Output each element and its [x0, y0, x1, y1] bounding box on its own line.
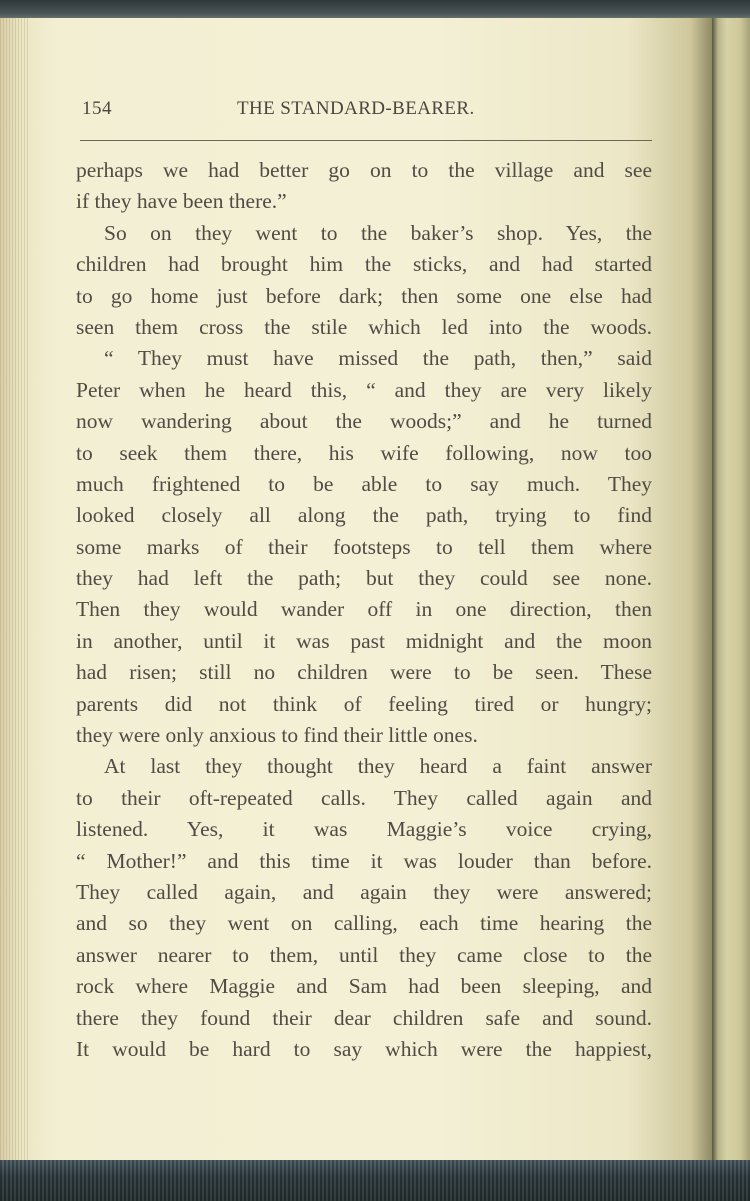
- text-line: had risen; still no children were to be seen. These: [76, 660, 652, 685]
- page-number: 154: [82, 98, 112, 119]
- text-line: to go home just before dark; then some one else had: [76, 283, 652, 308]
- bottom-binding-edge: [0, 1160, 750, 1201]
- text-line: children had brought him the sticks, and had started: [76, 252, 652, 277]
- text-line: parents did not think of feeling tired or hungry;: [76, 691, 652, 716]
- text-line: perhaps we had better go on to the village and see: [76, 158, 652, 182]
- text-line: It would be hard to say which were the happiest,: [76, 1036, 652, 1061]
- text-line: if they have been there.”: [76, 189, 287, 214]
- text-line: and so they went on calling, each time hearing the: [76, 911, 652, 936]
- text-line: Peter when he heard this, “ and they are very likely: [76, 377, 652, 402]
- text-line: Then they would wander off in one direction, then: [76, 597, 652, 622]
- text-line: “ They must have missed the path, then,” said: [104, 346, 652, 371]
- text-line: to seek them there, his wife following, now too: [76, 440, 652, 465]
- text-line: They called again, and again they were answered;: [76, 879, 652, 904]
- text-line: there they found their dear children safe and sound.: [76, 1005, 652, 1030]
- page-leaf-edges: [0, 18, 30, 1163]
- text-line: rock where Maggie and Sam had been sleeping, and: [76, 974, 652, 999]
- text-line: seen them cross the stile which led into the woods.: [76, 314, 652, 339]
- text-line: answer nearer to them, until they came close to the: [76, 942, 652, 967]
- header-rule: [80, 140, 652, 141]
- text-line: “ Mother!” and this time it was louder than before.: [76, 848, 652, 873]
- text-line: in another, until it was past midnight and the moon: [76, 628, 652, 653]
- text-line: At last they thought they heard a faint answer: [104, 754, 652, 779]
- text-line: to their oft-repeated calls. They called again and: [76, 785, 652, 810]
- text-line: much frightened to be able to say much. They: [76, 471, 652, 496]
- running-head: [82, 98, 642, 124]
- text-line: listened. Yes, it was Maggie’s voice crying,: [76, 817, 652, 842]
- text-line: they were only anxious to find their little ones.: [76, 723, 478, 748]
- book-title: THE STANDARD-BEARER.: [237, 98, 475, 119]
- next-page-edge: [708, 18, 750, 1163]
- text-line: now wandering about the woods;” and he turned: [76, 409, 652, 434]
- text-line: they had left the path; but they could see none.: [76, 566, 652, 591]
- text-line: So on they went to the baker’s shop. Yes, the: [104, 220, 652, 245]
- text-line: looked closely all along the path, trying to find: [76, 503, 652, 528]
- text-line: some marks of their footsteps to tell them where: [76, 534, 652, 559]
- body-text: [76, 155, 652, 1065]
